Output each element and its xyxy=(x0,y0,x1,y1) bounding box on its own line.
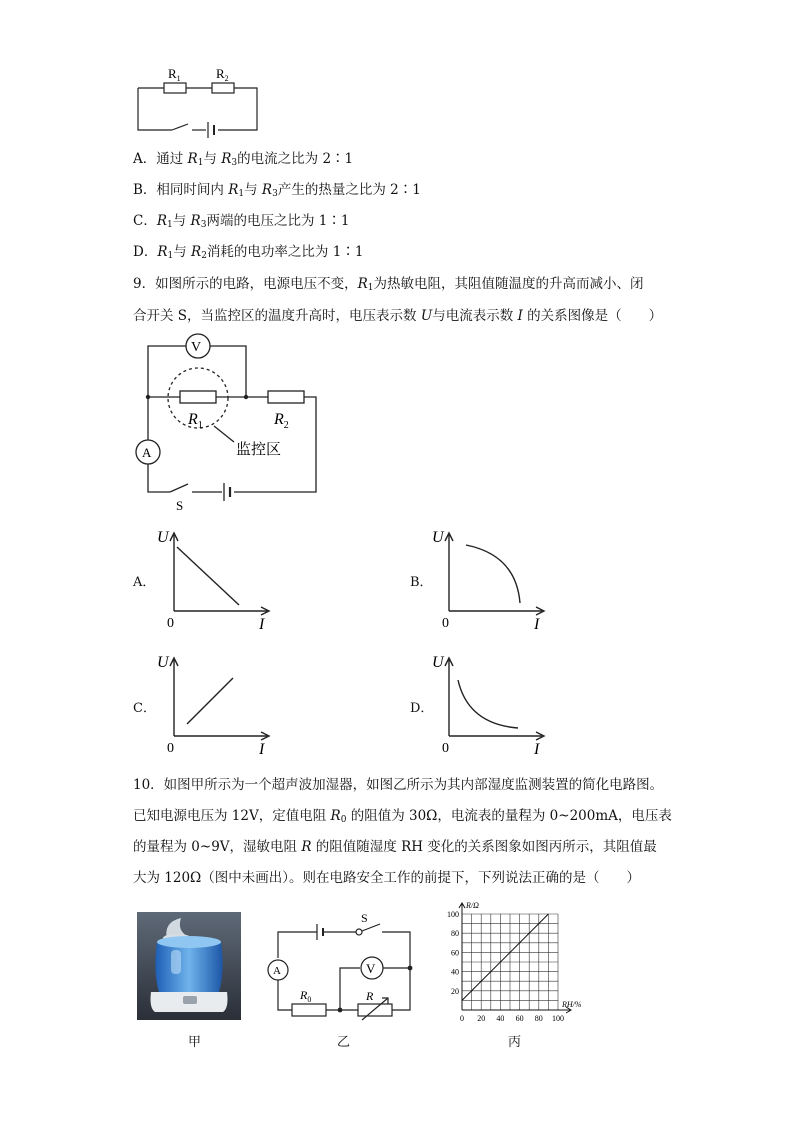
label-r2: $R_2$ xyxy=(274,411,289,431)
graph-d-curve xyxy=(458,680,518,728)
switch-contact xyxy=(356,929,362,935)
graph-option-a-label: A． xyxy=(133,575,156,590)
switch-label: S xyxy=(176,498,184,513)
q10-stem-line4: 大为 120Ω（图中未画出）。则在电路安全工作的前提下，下列说法正确的是（ ） xyxy=(133,870,641,886)
switch-label: S xyxy=(361,911,368,925)
voltmeter-label: V xyxy=(366,961,376,976)
svg-text:U: U xyxy=(157,529,169,546)
x-tick-label: 0 xyxy=(460,1014,464,1023)
q10-stem-line3: 的量程为 0~9V，湿敏电阻 R 的阻值随湿度 RH 变化的关系图象如图丙所示，其阻值最 xyxy=(133,839,657,855)
q10-stem-line1: 10．如图甲所示为一个超声波加湿器，如图乙所示为其内部湿度监测装置的简化电路图。 xyxy=(133,777,664,793)
monitoring-zone-circle xyxy=(168,368,228,428)
monitoring-zone-label: 监控区 xyxy=(236,442,282,458)
humidity-resistor-r xyxy=(358,1004,392,1016)
caption-bing: 丙 xyxy=(508,1035,522,1050)
chart-xlabel: RH/% xyxy=(562,1000,582,1009)
label-r1: $R_1$ xyxy=(188,411,203,431)
humidifier-photo xyxy=(137,912,241,1020)
series-line xyxy=(462,914,548,1000)
y-tick-label: 60 xyxy=(451,948,459,958)
graph-option-a xyxy=(155,525,280,633)
rh-resistance-chart xyxy=(440,896,590,1031)
graph-b-curve xyxy=(466,545,520,603)
svg-text:U: U xyxy=(157,654,169,671)
label-r1: $R_1$ xyxy=(168,66,181,83)
svg-text:U: U xyxy=(432,654,444,671)
q10-stem-line2: 已知电源电压为 12V，定值电阻 $R_0$ 的阻值为 30Ω，电流表的量程为 0~200mA，电压表 xyxy=(133,808,672,825)
thermistor-r1 xyxy=(180,391,216,403)
graph-option-b-label: B． xyxy=(410,575,433,590)
q8-option-c: C．$R_1$与 $R_3$两端的电压之比为 1∶1 xyxy=(133,213,350,230)
svg-text:I: I xyxy=(259,616,265,633)
chart-line xyxy=(462,914,548,1000)
voltmeter-label: V xyxy=(191,340,202,355)
ammeter-label: A xyxy=(142,445,152,460)
label-r0: $R_0$ xyxy=(300,988,312,1004)
x-tick-label: 60 xyxy=(515,1014,524,1023)
q8-option-a: A．通过 $R_1$与 $R_3$的电流之比为 2∶1 xyxy=(133,151,354,168)
graph-option-c xyxy=(155,650,280,758)
switch-blade xyxy=(172,124,188,130)
q9-stem-line1: 9．如图所示的电路，电源电压不变，$R_1$为热敏电阻，其阻值随温度的升高而减小、闭 xyxy=(133,276,644,293)
svg-text:0: 0 xyxy=(167,616,174,631)
x-tick-label: 20 xyxy=(477,1014,486,1023)
svg-text:U: U xyxy=(432,529,444,546)
switch-blade xyxy=(362,924,380,931)
ammeter-label: A xyxy=(273,965,281,977)
switch-blade xyxy=(170,484,188,492)
chart-ylabel: R/Ω xyxy=(466,901,479,910)
resistor-r1 xyxy=(164,83,186,93)
graph-option-d-label: D． xyxy=(410,701,434,716)
y-tick-label: 20 xyxy=(451,986,459,996)
resistor-r2 xyxy=(268,391,304,403)
x-tick-label: 80 xyxy=(534,1014,543,1023)
q8-option-d: D．$R_1$与 $R_2$消耗的电功率之比为 1∶1 xyxy=(133,244,364,261)
graph-option-c-label: C． xyxy=(133,701,156,716)
q10-circuit xyxy=(262,910,422,1025)
caption-jia: 甲 xyxy=(188,1035,202,1050)
q9-stem-line2: 合开关 S，当监控区的温度升高时，电压表示数 U与电流表示数 I 的关系图像是（ ） xyxy=(133,308,663,324)
resistor-r0 xyxy=(292,1004,326,1016)
x-tick-label: 40 xyxy=(496,1014,505,1023)
x-tick-label: 100 xyxy=(552,1014,564,1023)
chart-axes xyxy=(459,903,571,1013)
y-tick-label: 100 xyxy=(447,910,459,919)
svg-text:I: I xyxy=(534,616,540,633)
chart-ticks xyxy=(447,910,564,1023)
graph-c-curve xyxy=(187,678,233,724)
q8-option-b: B．相同时间内 $R_1$与 $R_3$产生的热量之比为 2∶1 xyxy=(133,182,421,199)
svg-text:0: 0 xyxy=(167,741,174,756)
q9-circuit xyxy=(130,330,330,515)
graph-a-curve xyxy=(177,547,239,605)
svg-text:0: 0 xyxy=(442,616,449,631)
caption-yi: 乙 xyxy=(337,1035,351,1050)
graph-option-d xyxy=(430,650,555,758)
label-r: R xyxy=(366,989,374,1003)
resistor-r2 xyxy=(212,83,234,93)
y-tick-label: 40 xyxy=(451,967,459,977)
graph-option-b xyxy=(430,525,555,633)
svg-text:I: I xyxy=(534,741,540,758)
chart-grid xyxy=(462,914,558,1010)
y-tick-label: 80 xyxy=(451,929,459,939)
svg-text:I: I xyxy=(259,741,265,758)
label-r2: $R_2$ xyxy=(216,66,229,83)
circuit-r1-r2-series xyxy=(130,58,270,138)
svg-text:0: 0 xyxy=(442,741,449,756)
